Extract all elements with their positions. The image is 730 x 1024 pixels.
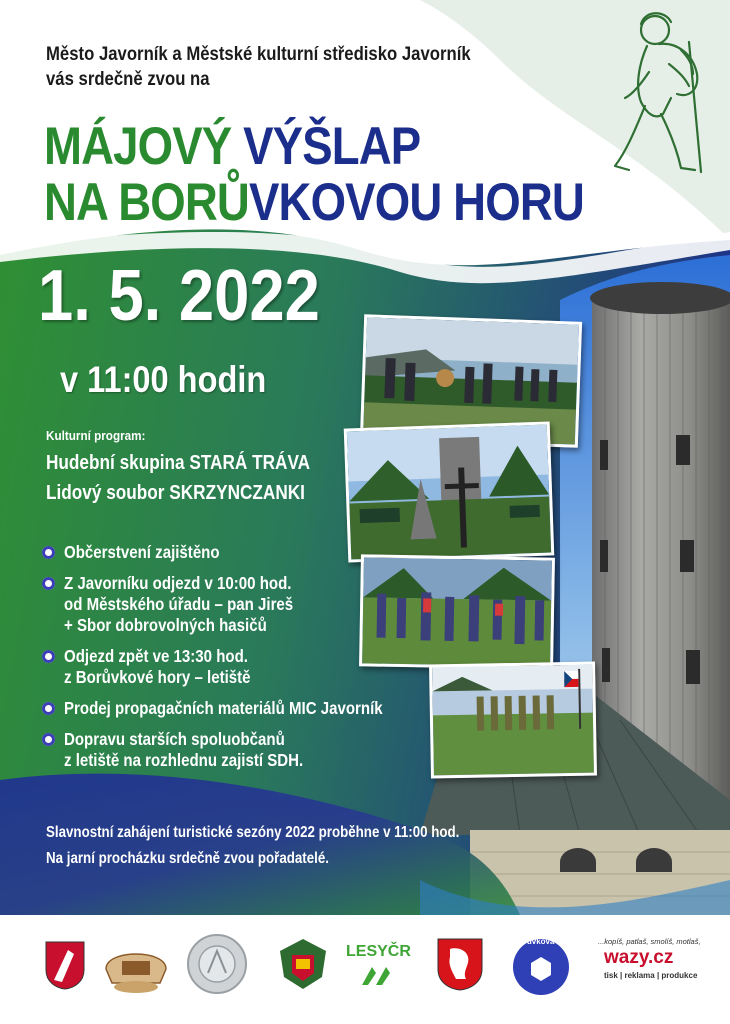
region-coat-of-arms-icon <box>436 937 484 991</box>
program-label: Kulturní program: <box>46 428 146 443</box>
photo-visitors <box>362 557 552 666</box>
event-photo-2 <box>344 421 555 562</box>
bullet-line: od Městského úřadu – pan Jireš <box>64 594 294 614</box>
bullet-dot-icon <box>42 650 55 663</box>
event-title-line-1 <box>44 118 420 176</box>
lesy-cr-logo <box>344 943 414 993</box>
boruvkova-hora-text: borůvková hora <box>514 937 575 946</box>
bullet-line: Prodej propagačních materiálů MIC Javorník <box>64 698 383 718</box>
inviter-text <box>46 42 471 92</box>
bullet-line: Z Javorníku odjezd v 10:00 hod. <box>64 573 292 593</box>
bullet-dot-icon <box>42 546 55 559</box>
hiker-illustration <box>585 2 725 182</box>
wazy-logo <box>598 937 708 997</box>
bullet-transport <box>40 729 460 771</box>
photo-memorial-cross <box>347 425 551 560</box>
program-item-1: Hudební skupina STARÁ TRÁVA <box>46 452 311 474</box>
bullet-dot-icon <box>42 733 55 746</box>
lesy-cr-text: LESYČR <box>346 943 411 960</box>
title-word-vyslap: VÝŠLAP <box>243 117 421 176</box>
wazy-name: wazy.cz <box>604 947 674 968</box>
town-seal-icon <box>186 933 248 995</box>
bullet-line: + Sbor dobrovolných hasičů <box>64 615 267 635</box>
mks-javornik-logo-icon <box>100 935 172 997</box>
photo-soldiers-flag <box>432 665 594 776</box>
footer-note-line-1: Slavnostní zahájení turistické sezóny 2022 proběhne v 11:00 hod. <box>46 824 460 841</box>
bullet-line: Odjezd zpět ve 13:30 hod. <box>64 646 248 666</box>
bullet-dot-icon <box>42 702 55 715</box>
event-title-line-2 <box>44 174 584 232</box>
wazy-slogan: ...kopíš, patlaš, smolíš, motlaš, <box>598 937 701 946</box>
bullet-line: Dopravu starších spoluobčanů <box>64 729 285 749</box>
title-part-blue: VKOVOU HORU <box>248 173 584 232</box>
footer-note-line-2: Na jarní procházku srdečně zvou pořadatelé. <box>46 850 329 867</box>
bullet-line: z Borůvkové hory – letiště <box>64 667 251 687</box>
boruvkova-hora-logo <box>506 933 576 997</box>
event-photo-4 <box>429 662 597 779</box>
sponsor-logo-strip <box>0 915 730 1024</box>
wazy-subtitle: tisk | reklama | produkce <box>604 971 698 980</box>
bullet-line: Občerstvení zajištěno <box>64 542 220 562</box>
event-photo-3 <box>359 554 555 669</box>
event-date: 1. 5. 2022 <box>38 256 320 336</box>
bullet-line: z letiště na rozhlednu zajistí SDH. <box>64 750 304 770</box>
bullet-dot-icon <box>42 577 55 590</box>
javornik-coat-of-arms-icon <box>44 940 86 990</box>
title-word-majovy: MÁJOVÝ <box>44 117 232 176</box>
tree-arrow-icon <box>358 963 394 987</box>
sdh-fire-brigade-emblem-icon <box>278 937 328 991</box>
inviter-line-1: Město Javorník a Městské kulturní středisko Javorník <box>46 44 471 65</box>
title-part-green: NA BORŮ <box>44 173 249 232</box>
program-item-2: Lidový soubor SKRZYNCZANKI <box>46 482 305 504</box>
event-time: v 11:00 hodin <box>60 359 267 400</box>
bullet-merchandise <box>40 698 460 719</box>
inviter-line-2: vás srdečně zvou na <box>46 69 210 90</box>
